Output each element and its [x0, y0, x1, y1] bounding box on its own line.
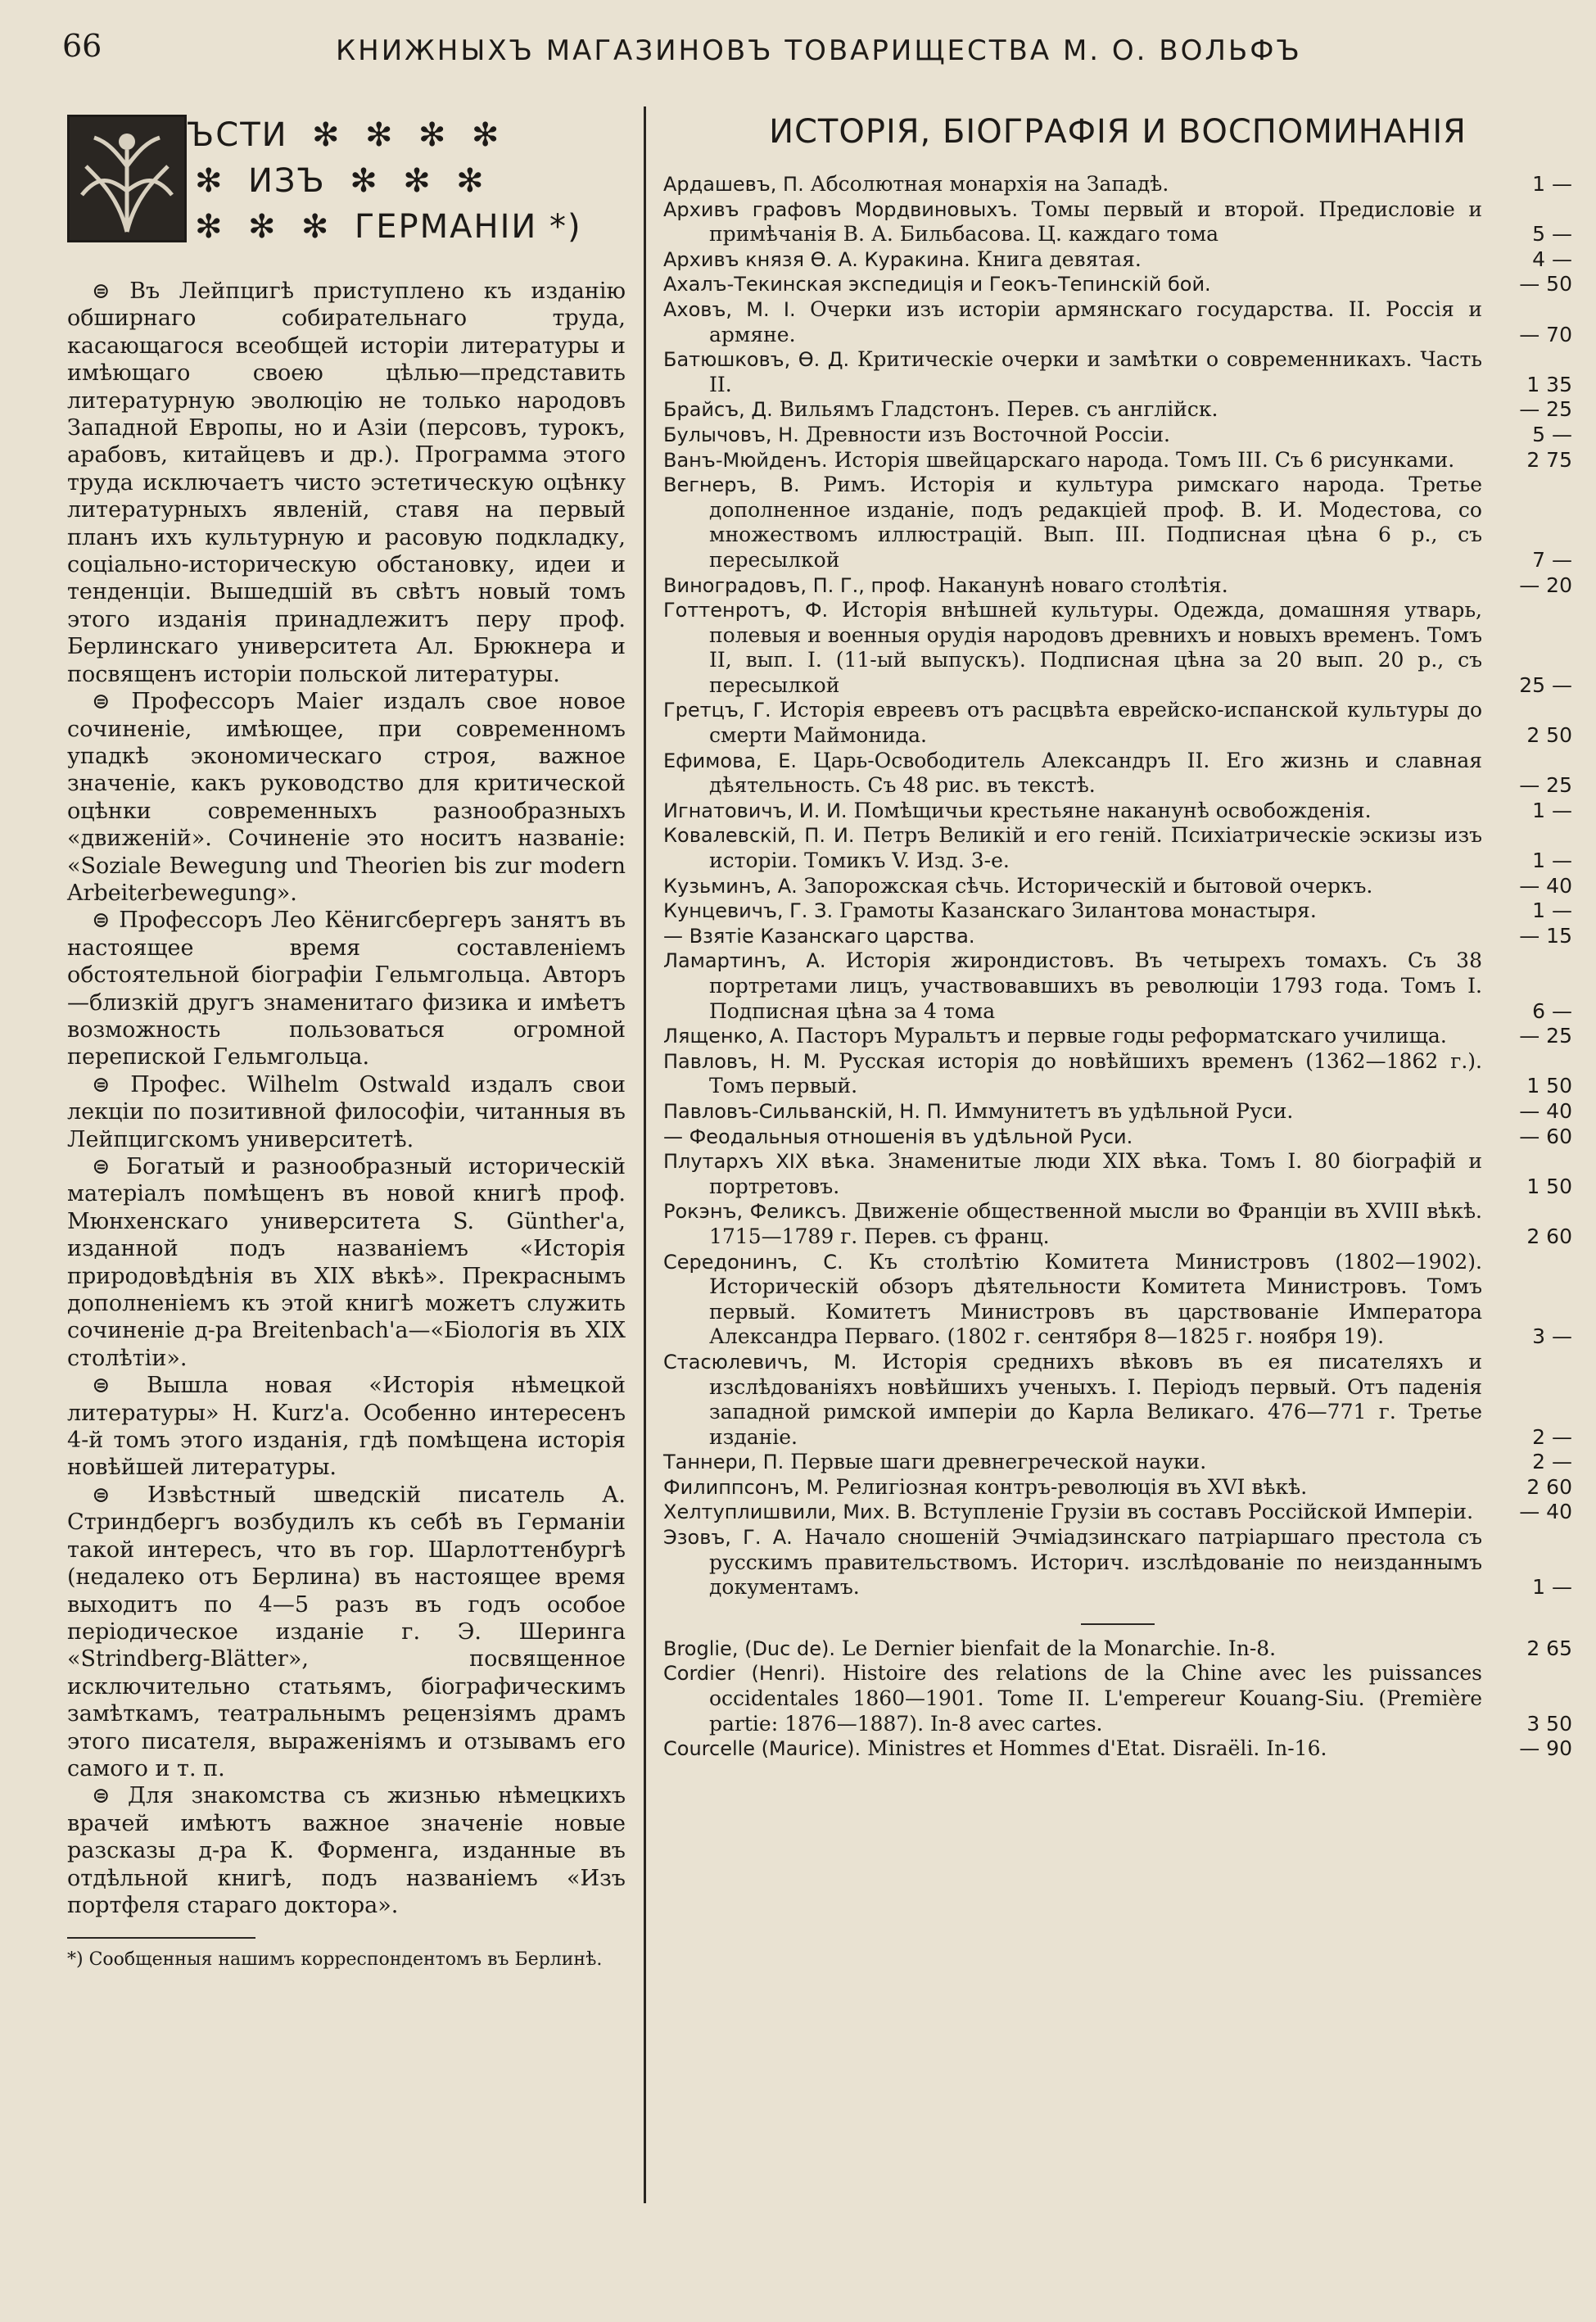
entry-author: Ардашевъ, П. — [663, 173, 804, 196]
entry-price: — 60 — [1519, 1124, 1572, 1148]
entry-author: Ковалевскій, П. И. — [663, 824, 855, 848]
entry-title: Томы первый и второй. Предисловіе и примѣчанія В. А. Бильбасова. Ц. каждаго тома — [709, 197, 1482, 247]
entry-title: Пасторъ Муральтъ и первые годы реформатскаго училища. — [795, 1024, 1447, 1048]
catalog-entry — [663, 1350, 1572, 1450]
news-paragraph: ⊜ Профес. Wilhelm Ostwald издалъ свои лекціи по позитивной философіи, читанныя въ Лейпцигскомъ университетѣ. — [67, 1071, 626, 1152]
entry-title: Петръ Великій и его геній. Психіатрическіе эскизы изъ исторіи. Томикъ V. Изд. 3-е. — [709, 823, 1482, 873]
catalog-entries — [663, 172, 1572, 1600]
entry-author: Cordier (Henri). — [663, 1662, 826, 1686]
entry-price: 6 — — [1532, 998, 1572, 1023]
catalog-entry — [663, 423, 1572, 448]
entry-title: Вступленіе Грузіи въ составъ Россійской Имперіи. — [923, 1500, 1474, 1524]
catalog-entry — [663, 1661, 1572, 1736]
entry-author: Павловъ, Н. М. — [663, 1049, 827, 1073]
heading-line-2: ✻ ИЗЪ ✻ ✻ ✻ — [195, 162, 486, 200]
entry-author: Ламартинъ, А. — [663, 949, 826, 973]
entry-price: — 15 — [1519, 923, 1572, 948]
entry-price: 2 75 — [1526, 447, 1572, 472]
news-paragraph: ⊜ Профессоръ Maier издалъ свое новое сочиненіе, имѣющее, при современномъ упадкѣ экономическаго строя, важное значеніе, какъ руководство для критической оцѣнки современныхъ разнообразныхъ «движеній». Сочиненіе это носитъ названіе: «Soziale Bewegung und Theorien bis zur modern Arbeiterbewegung». — [67, 689, 626, 906]
entry-title: Le Dernier bienfait de la Monarchie. In-8. — [841, 1636, 1277, 1660]
entry-title: Исторія евреевъ отъ расцвѣта еврейско-испанской культуры до смерти Маймонида. — [709, 698, 1482, 748]
entry-title: Ministres et Hommes d'Etat. Disraëli. In-16. — [867, 1736, 1327, 1761]
entry-price: 2 — — [1532, 1450, 1572, 1474]
heading-line-1: ЪСТИ ✻ ✻ ✻ ✻ — [187, 116, 501, 154]
entry-author: Эзовъ, Г. А. — [663, 1526, 793, 1550]
heading-line-3: ✻ ✻ ✻ ГЕРМАНІИ *) — [195, 208, 582, 246]
page-number: 66 — [62, 28, 102, 64]
catalog-entry — [663, 1024, 1572, 1049]
entry-author: Кузьминъ, А. — [663, 874, 798, 898]
entry-price: 1 — — [1532, 172, 1572, 196]
entry-title: Исторія среднихъ вѣковъ въ ея писателяхъ и изслѣдованіяхъ новѣйшихъ ученыхъ. I. Періодъ первый. Отъ паденія западной римской имперіи до Карла Великаго. 476—771 г. Третье изданіе. — [709, 1349, 1482, 1449]
entry-title: Къ столѣтію Комитета Министровъ (1802—1902). Историческій обзоръ дѣятельности Комитета Министровъ. Томъ первый. Комитетъ Министровъ въ царствованіе Императора Александра Перваго. (1802 г. сентября 8—1825 г. ноября 19). — [709, 1249, 1482, 1349]
entry-price: 1 50 — [1526, 1074, 1572, 1098]
entry-title: Иммунитетъ въ удѣльной Руси. — [954, 1098, 1294, 1123]
entry-title: Histoire des relations de la Chine avec les puissances occidentales 1860—1901. Tome II. L'empereur Kouang-Siu. (Première partie: 1876—1887). In-8 avec cartes. — [709, 1661, 1483, 1736]
catalog-entry — [663, 1475, 1572, 1500]
column-divider — [644, 106, 646, 2203]
catalog-entry — [663, 172, 1572, 197]
entry-author: Таннери, П. — [663, 1451, 784, 1474]
catalog-entry — [663, 1250, 1572, 1350]
entry-price: 2 — — [1532, 1424, 1572, 1449]
entry-price: 2 65 — [1526, 1636, 1572, 1660]
catalog-entry — [663, 924, 1572, 949]
entry-price: 25 — — [1519, 672, 1572, 697]
entry-title: Древности изъ Восточной Россіи. — [805, 422, 1170, 446]
catalog-entry — [663, 1525, 1572, 1600]
entry-author: Батюшковъ, Ѳ. Д. — [663, 348, 850, 372]
entry-title: Религіозная контръ-революція въ XVI вѣкѣ. — [835, 1474, 1308, 1499]
entry-author: Аховъ, М. І. — [663, 297, 796, 321]
entry-price: — 70 — [1519, 322, 1572, 346]
entry-price: — 25 — [1519, 773, 1572, 798]
entry-author: Архивъ графовъ Мордвиновыхъ. — [663, 197, 1019, 221]
catalog-entry — [663, 1125, 1572, 1150]
entry-price: 5 — — [1532, 422, 1572, 446]
entry-author: — Феодальныя отношенія въ удѣльной Руси. — [663, 1125, 1133, 1148]
news-paragraph: ⊜ Въ Лейпцигѣ приступлено къ изданію обширнаго собирательнаго труда, касающагося всеобщей исторіи литературы и имѣющаго своею цѣлью—представить литературную эволюцію не только народовъ Западной Европы, но и Азіи (персовъ, турокъ, арабовъ, китайцевъ и др.). Программа этого труда исключаетъ чисто эстетическую оцѣнку литературныхъ явленій, ставя на первый планъ ихъ культурную и расовую подкладку, соціально-историческую обстановку, идеи и тенденціи. Вышедшій въ свѣтъ новый томъ этого изданія принадлежитъ перу проф. Берлинскаго университета Ал. Брюкнера и посвященъ исторіи польской литературы. — [67, 278, 626, 687]
catalog-entry — [663, 573, 1572, 599]
catalog-entry — [663, 598, 1572, 698]
entry-price: 1 50 — [1526, 1174, 1572, 1198]
news-paragraph: ⊜ Извѣстный шведскій писатель А. Стриндбергъ возбудилъ къ себѣ въ Германіи такой интересъ, что въ гор. Шарлоттенбургѣ (недалеко отъ Берлина) въ настоящее время выходитъ по 4—5 разъ въ годъ особое періодическое изданіе г. Э. Шеринга «Strindberg-Blätter», посвященное исключительно статьямъ, біографическимъ замѣткамъ, театральнымъ рецензіямъ драмъ этого писателя, выраженіямъ и отзывамъ его самого и т. п. — [67, 1482, 626, 1781]
entry-price: 3 — — [1532, 1324, 1572, 1349]
left-column — [57, 106, 631, 1971]
entry-author: Брайсъ, Д. — [663, 398, 773, 422]
entry-price: 2 60 — [1526, 1474, 1572, 1499]
entry-title: Начало сношеній Эчміадзинскаго патріаршаго престола съ русскимъ правительствомъ. Историч. изслѣдованіе по неизданнымъ документамъ. — [709, 1525, 1482, 1600]
foreign-catalog-entries — [663, 1636, 1572, 1762]
entry-author: Broglie, (Duc de). — [663, 1636, 835, 1660]
entry-price: 1 — — [1532, 1575, 1572, 1600]
entry-author: Середонинъ, С. — [663, 1250, 843, 1274]
entry-author: Вегнеръ, В. — [663, 473, 800, 497]
news-paragraph: ⊜ Вышла новая «Исторія нѣмецкой литературы» H. Kurz'а. Особенно интересенъ 4-й томъ этого изданія, гдѣ помѣщена исторія новѣйшей литературы. — [67, 1373, 626, 1481]
section-divider — [1081, 1623, 1155, 1625]
news-text — [57, 278, 631, 1919]
entry-author: Архивъ князя Ѳ. А. Куракина. — [663, 247, 970, 271]
entry-title: Исторія внѣшней культуры. Одежда, домашняя утварь, полевыя и военныя орудія народовъ древнихъ и новыхъ временъ. Томъ II, вып. I. (11-ый выпускъ). Подписная цѣна за 20 вып. 20 р., съ пересылкой — [709, 598, 1482, 697]
entry-title: Книга девятая. — [976, 247, 1142, 271]
running-title: КНИЖНЫХЪ МАГАЗИНОВЪ ТОВАРИЩЕСТВА М. О. ВОЛЬФЪ — [336, 34, 1302, 67]
catalog-entry — [663, 1636, 1572, 1662]
entry-title: Римъ. Исторія и культура римскаго народа. Третье дополненное изданіе, подъ редакціей проф. В. И. Модестова, со множествомъ иллюстрацій. Вып. III. Подписная цѣна 6 р., съ пересылкой — [709, 473, 1482, 572]
news-paragraph: ⊜ Богатый и разнообразный историческій матеріалъ помѣщенъ въ новой книгѣ проф. Мюнхенскаго университета S. Günther'а, изданной подъ названіемъ «Исторія природовѣдѣнія въ XIX вѣкѣ». Прекраснымъ дополненіемъ къ этой книгѣ можетъ служить сочиненіе д-ра Breitenbach'а—«Біологія въ XIX столѣтіи». — [67, 1154, 626, 1371]
news-paragraph: ⊜ Для знакомства съ жизнью нѣмецкихъ врачей имѣютъ важное значеніе новые разсказы д-ра К. Форменга, изданные въ отдѣльной книгѣ, подъ названіемъ «Изъ портфеля стараго доктора». — [67, 1783, 626, 1918]
entry-author: Виноградовъ, П. Г., проф. — [663, 573, 932, 597]
entry-author: Булычовъ, Н. — [663, 423, 799, 446]
entry-price: — 40 — [1519, 1098, 1572, 1123]
catalog-entry — [663, 473, 1572, 573]
catalog-entry — [663, 898, 1572, 924]
entry-price: 3 50 — [1526, 1711, 1572, 1736]
entry-price: — 20 — [1519, 573, 1572, 597]
entry-author: Филиппсонъ, М. — [663, 1475, 830, 1499]
catalog-entry — [663, 297, 1572, 347]
entry-price: — 90 — [1519, 1736, 1572, 1761]
entry-price: — 25 — [1519, 1024, 1572, 1048]
catalog-entry — [663, 1450, 1572, 1475]
entry-author: Рокэнъ, Феликсъ. — [663, 1200, 848, 1224]
catalog-entry — [663, 272, 1572, 297]
right-column — [663, 106, 1572, 1762]
entry-price: 4 — — [1532, 247, 1572, 271]
catalog-entry — [663, 1736, 1572, 1762]
catalog-entry — [663, 247, 1572, 273]
entry-title: Первые шаги древнегреческой науки. — [790, 1450, 1207, 1474]
entry-author: Ефимова, Е. — [663, 749, 797, 772]
entry-author: Ахалъ-Текинская экспедиція и Геокъ-Тепинскій бой. — [663, 273, 1211, 296]
entry-price: — 25 — [1519, 397, 1572, 422]
page-header — [57, 28, 1556, 77]
entry-author: Стасюлевичъ, М. — [663, 1350, 857, 1374]
catalog-entry — [663, 823, 1572, 873]
entry-price: 1 — — [1532, 898, 1572, 923]
entry-title: Запорожская сѣчь. Историческій и бытовой очеркъ. — [803, 873, 1373, 898]
catalog-entry — [663, 397, 1572, 423]
footnote-rule — [67, 1937, 255, 1939]
entry-title: Грамоты Казанскаго Зилантова монастыря. — [839, 898, 1317, 923]
catalog-entry — [663, 948, 1572, 1024]
catalog-entry — [663, 1149, 1572, 1199]
entry-author: Лященко, А. — [663, 1025, 790, 1048]
catalog-entry — [663, 347, 1572, 397]
entry-author: Павловъ-Сильванскій, Н. П. — [663, 1099, 948, 1123]
entry-title: Помѣщичьи крестьяне наканунѣ освобожденія. — [853, 798, 1372, 822]
entry-title: Царь-Освободитель Александръ II. Его жизнь и славная дѣятельность. Съ 48 рис. въ текстѣ. — [709, 748, 1482, 798]
footnote: *) Сообщенныя нашимъ корреспондентомъ въ Берлинѣ. — [67, 1949, 603, 1971]
entry-title: Критическіе очерки и замѣтки о современникахъ. Часть II. — [709, 347, 1483, 396]
catalog-entry — [663, 1099, 1572, 1125]
entry-title: Знаменитые люди XIX вѣка. Томъ I. 80 біографій и портретовъ. — [709, 1149, 1483, 1198]
news-paragraph: ⊜ Профессоръ Лео Кёнигсбергеръ занятъ въ настоящее время составленіемъ обстоятельной біографіи Гельмгольца. Авторъ—близкій другъ знаменитаго физика и имѣетъ возможность пользоваться огромной перепиской Гельмгольца. — [67, 908, 626, 1070]
entry-title: Исторія жирондистовъ. Въ четырехъ томахъ. Съ 38 портретами лицъ, участвовавшихъ въ революціи 1793 года. Томъ I. Подписная цѣна за 4 тома — [709, 948, 1482, 1023]
entry-author: — Взятіе Казанскаго царства. — [663, 924, 975, 948]
catalog-entry — [663, 197, 1572, 247]
catalog-entry — [663, 1500, 1572, 1525]
ornament-icon — [70, 117, 184, 240]
entry-price: 2 50 — [1526, 723, 1572, 748]
entry-title: Движеніе общественной мысли во Франціи въ XVIII вѣкѣ. 1715—1789 г. Перев. съ франц. — [709, 1199, 1483, 1248]
entry-price: 5 — — [1532, 222, 1572, 247]
section-title: ИСТОРІЯ, БІОГРАФІЯ И ВОСПОМИНАНІЯ — [769, 113, 1467, 151]
entry-price: — 50 — [1519, 272, 1572, 296]
entry-price: 1 35 — [1526, 372, 1572, 396]
entry-price: 7 — — [1532, 547, 1572, 572]
news-heading — [57, 106, 631, 258]
entry-author: Ванъ-Мюйденъ. — [663, 448, 828, 472]
entry-price: 1 — — [1532, 798, 1572, 822]
entry-title: Русская исторія до новѣйшихъ временъ (1362—1862 г.). Томъ первый. — [709, 1048, 1482, 1098]
catalog-entry — [663, 799, 1572, 824]
entry-price: 2 60 — [1526, 1224, 1572, 1248]
entry-price: — 40 — [1519, 873, 1572, 898]
entry-author: Плутархъ XIX вѣка. — [663, 1150, 876, 1174]
catalog-entry — [663, 1199, 1572, 1249]
entry-price: — 40 — [1519, 1500, 1572, 1524]
entry-author: Гретцъ, Г. — [663, 699, 771, 722]
entry-author: Кунцевичъ, Г. З. — [663, 899, 834, 923]
catalog-entry — [663, 698, 1572, 748]
entry-title: Вильямъ Гладстонъ. Перев. съ англійск. — [779, 397, 1218, 422]
entry-title: Очерки изъ исторіи армянскаго государства. II. Россія и армяне. — [709, 296, 1482, 346]
entry-title: Исторія швейцарскаго народа. Томъ III. Съ 6 рисунками. — [834, 447, 1455, 472]
entry-title: Абсолютная монархія на Западѣ. — [810, 172, 1169, 196]
entry-author: Хелтуплишвили, Мих. В. — [663, 1500, 917, 1524]
entry-title: Наканунѣ новаго столѣтія. — [938, 573, 1228, 597]
catalog-entry — [663, 1049, 1572, 1099]
decorative-initial-ornament — [67, 115, 187, 242]
catalog-entry — [663, 874, 1572, 899]
entry-author: Готтенротъ, Ф. — [663, 599, 829, 622]
catalog-entry — [663, 448, 1572, 473]
entry-author: Игнатовичъ, И. И. — [663, 799, 848, 822]
catalog-entry — [663, 749, 1572, 799]
entry-author: Courcelle (Maurice). — [663, 1737, 861, 1761]
entry-price: 1 — — [1532, 849, 1572, 873]
